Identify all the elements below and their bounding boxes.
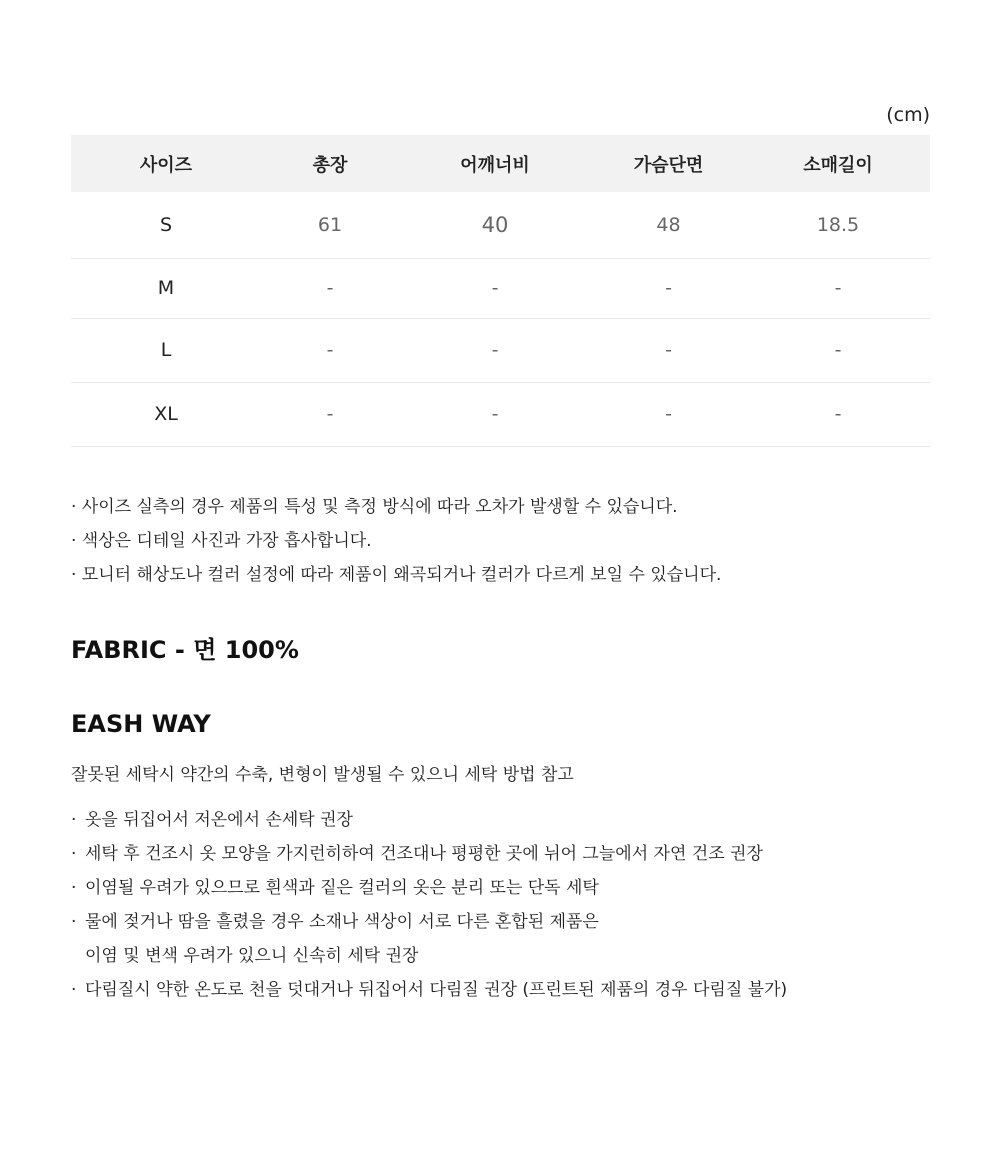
table-cell: - [591, 258, 746, 318]
header-total-length: 총장 [312, 154, 348, 176]
table-cell: - [746, 318, 930, 382]
table-cell: - [591, 318, 746, 382]
list-item [71, 803, 951, 837]
list-item-text: 세탁 후 건조시 옷 모양을 가지런히하여 건조대나 평평한 곳에 뉘어 그늘에서 자연 건조 권장 [85, 844, 763, 864]
header-shoulder-width: 어깨너비 [460, 154, 530, 176]
table-row [71, 258, 930, 318]
note-item: · 모니터 해상도나 컬러 설정에 따라 제품이 왜곡되거나 컬러가 다르게 보일 수 있습니다. [71, 565, 722, 585]
bullet-dot: · [71, 878, 77, 898]
table-row [71, 318, 930, 382]
list-item-text: 다림질시 약한 온도로 천을 덧대거나 뒤집어서 다림질 권장 (프린트된 제품의 경우 다림질 불가) [85, 980, 788, 1000]
size-label: L [71, 318, 261, 382]
bullet-dot: · [71, 912, 77, 932]
size-notes-list [71, 490, 931, 592]
list-item [71, 973, 951, 1007]
list-item-text: 물에 젖거나 땀을 흘렸을 경우 소재나 색상이 서로 다른 혼합된 제품은 [85, 912, 599, 932]
header-sleeve-length: 소매길이 [803, 154, 873, 176]
wash-instructions-list [71, 803, 951, 1007]
size-label: M [71, 258, 261, 318]
size-label: XL [71, 382, 261, 446]
list-item-text: 이염 및 변색 우려가 있으니 신속히 세탁 권장 [85, 946, 419, 966]
table-cell: - [261, 258, 399, 318]
table-cell: - [746, 258, 930, 318]
list-item [71, 905, 951, 939]
list-item [71, 837, 951, 871]
table-cell: 40 [399, 192, 591, 258]
table-cell: 18.5 [746, 192, 930, 258]
table-cell: - [399, 318, 591, 382]
table-cell: 48 [591, 192, 746, 258]
bullet-dot: · [71, 980, 77, 1000]
size-label: S [71, 192, 261, 258]
size-table [71, 135, 930, 447]
list-item-text: 이염될 우려가 있으므로 흰색과 짙은 컬러의 옷은 분리 또는 단독 세탁 [85, 878, 599, 898]
table-cell: 61 [261, 192, 399, 258]
bullet-dot: · [71, 810, 77, 830]
size-table-header-row [71, 135, 930, 192]
table-cell: - [591, 382, 746, 446]
table-cell: - [261, 382, 399, 446]
fabric-heading: FABRIC - 면 100% [71, 636, 299, 664]
table-cell: - [746, 382, 930, 446]
list-item-continuation [71, 939, 951, 973]
wash-intro: 잘못된 세탁시 약간의 수축, 변형이 발생될 수 있으니 세탁 방법 참고 [71, 765, 574, 785]
note-item: · 색상은 디테일 사진과 가장 흡사합니다. [71, 531, 372, 551]
table-row [71, 192, 930, 258]
unit-label: (cm) [886, 104, 930, 126]
note-item: · 사이즈 실측의 경우 제품의 특성 및 측정 방식에 따라 오차가 발생할 수 있습니다. [71, 497, 678, 517]
bullet-dot: · [71, 844, 77, 864]
table-row [71, 382, 930, 446]
list-item-text: 옷을 뒤집어서 저온에서 손세탁 권장 [85, 810, 353, 830]
header-chest-width: 가슴단면 [633, 154, 704, 176]
list-item [71, 871, 951, 905]
header-size: 사이즈 [139, 154, 193, 176]
table-cell: - [399, 382, 591, 446]
table-cell: - [399, 258, 591, 318]
table-cell: - [261, 318, 399, 382]
wash-heading: EASH WAY [71, 710, 211, 738]
